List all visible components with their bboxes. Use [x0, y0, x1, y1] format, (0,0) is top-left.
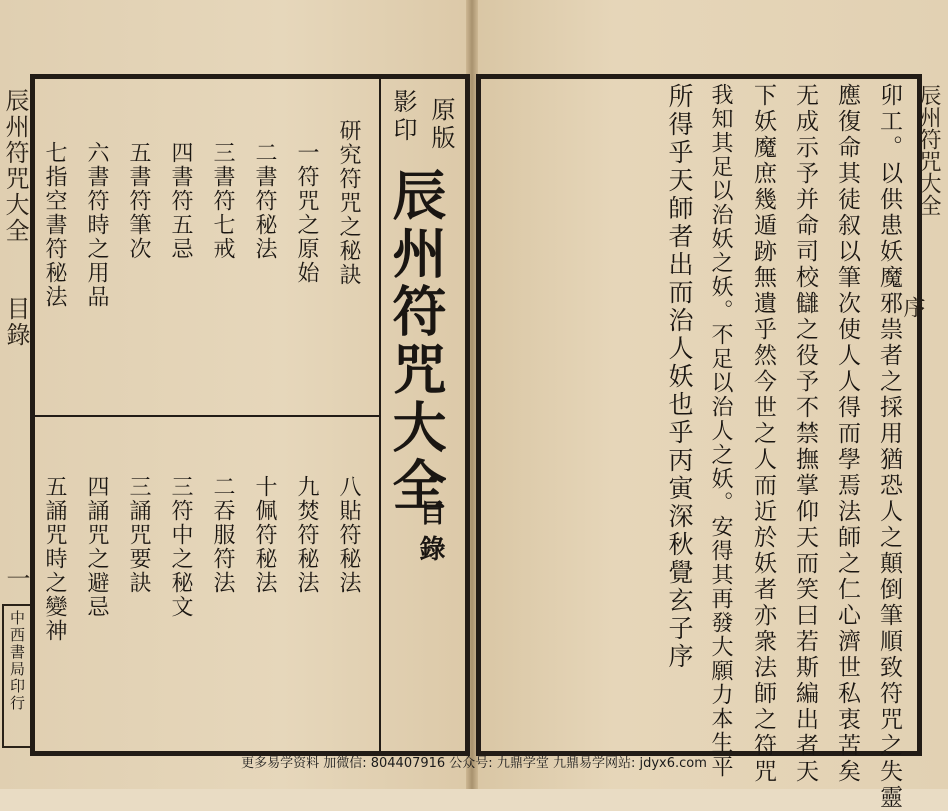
- contents-heading: 目錄: [415, 499, 445, 571]
- original-edition-label: 原版: [427, 97, 455, 153]
- preface-column: 卯工。以供患妖魔邪祟者之採用猶恐人之顛倒筆順致符咒之失靈: [876, 83, 902, 811]
- toc-item: 二書符秘法: [252, 141, 277, 261]
- toc-item: 八貼符秘法: [336, 475, 361, 595]
- preface-column: 應復命其徒叙以筆次使人人得而學焉法師之仁心濟世私衷苦矣: [834, 83, 860, 785]
- preface-column: 下妖魔庶幾遁跡無遺乎然今世之人而近於妖者亦衆法師之符咒: [750, 83, 776, 785]
- list-divider: [35, 415, 379, 417]
- toc-item: 四誦咒之避忌: [84, 475, 109, 619]
- preface-column: 所得乎天師者出而治人妖也乎丙寅深秋覺玄子序: [665, 83, 694, 671]
- preface-column: 我知其足以治妖之妖。不足以治人之妖。安得其再發大願力本生平: [708, 83, 733, 779]
- photocopy-label: 影印: [389, 89, 417, 145]
- toc-item: 十佩符秘法: [252, 475, 277, 595]
- publisher-stamp: [2, 604, 32, 748]
- preface-frame: [476, 74, 922, 811]
- right-edge-preface: 序: [900, 296, 925, 318]
- toc-item: 四書符五忌: [168, 141, 193, 261]
- book-title: 辰州符咒大全: [384, 167, 448, 515]
- left-edge-page-number: 一: [2, 566, 30, 592]
- toc-item: 二吞服符法: [210, 475, 235, 595]
- toc-item: 九焚符秘法: [294, 475, 319, 595]
- toc-item: 五書符筆次: [126, 141, 151, 261]
- preface-column: 无成示予并命司校讎之役予不禁撫掌仰天而笑曰若斯編出者天: [792, 83, 818, 785]
- right-edge-title: 辰州符咒大全: [916, 84, 941, 216]
- publisher-stamp-text: 中西書局印行: [8, 610, 26, 712]
- toc-item: 三符中之秘文: [168, 475, 193, 619]
- toc-item: 一符咒之原始: [294, 141, 319, 285]
- footer-watermark: 更多易学资料 加微信: 804407916 公众号: 九鼎学堂 九鼎易学网站: jdyx6.com: [241, 756, 707, 771]
- toc-item: 五誦咒時之變神: [42, 475, 67, 643]
- toc-item: 七指空書符秘法: [42, 141, 67, 309]
- toc-item: 三誦咒要訣: [126, 475, 151, 595]
- title-divider: [379, 79, 381, 751]
- toc-frame: [30, 74, 470, 756]
- toc-item: 六書符時之用品: [84, 141, 109, 309]
- left-edge-title: 辰州符咒大全: [1, 88, 29, 244]
- left-edge-mulu: 目錄: [2, 296, 30, 348]
- toc-heading: 研究符咒之秘訣: [336, 119, 361, 287]
- toc-item: 三書符七戒: [210, 141, 235, 261]
